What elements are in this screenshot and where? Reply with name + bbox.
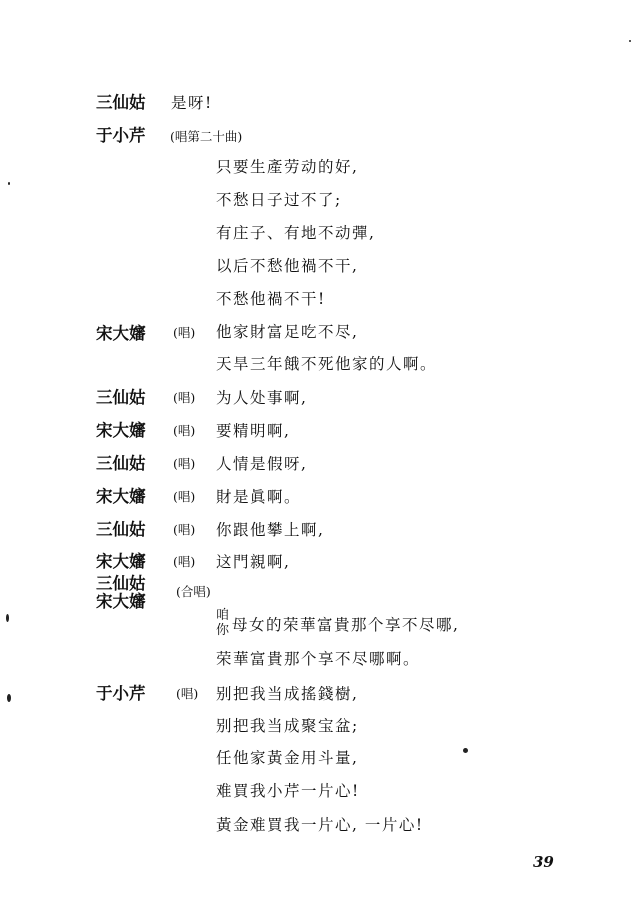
lyric-line: 他家財富足吃不尽, — [216, 323, 359, 341]
lyric-line: 以后不愁他禍不干, — [216, 257, 359, 275]
ink-speck — [7, 694, 11, 702]
speaker-song-da-shen: 宋大嬸 — [96, 592, 146, 611]
stage-direction: (唱) — [173, 325, 196, 340]
stage-direction: (唱) — [173, 554, 196, 569]
stage-direction: (唱) — [173, 390, 196, 405]
speaker-song-da-shen: 宋大嬸 — [96, 552, 146, 571]
pronoun-alt-a: 咱 — [216, 608, 230, 623]
lyric-line: 只要生產劳动的好, — [216, 158, 359, 176]
lyric-line: 財是眞啊。 — [216, 488, 302, 506]
lyric-line: 不愁他禍不干! — [216, 290, 326, 308]
lyric-line: 要精明啊, — [216, 422, 291, 440]
lyric-line: 你跟他攀上啊, — [216, 521, 325, 539]
speaker-song-da-shen: 宋大嬸 — [96, 324, 146, 343]
speaker-song-da-shen: 宋大嬸 — [96, 487, 146, 506]
stage-direction: (唱) — [173, 456, 196, 471]
ink-speck — [6, 614, 9, 622]
speaker-yu-xiao-qin: 于小芹 — [96, 684, 146, 703]
ink-speck — [629, 40, 631, 42]
lyric-line: 为人处事啊, — [216, 389, 308, 407]
speaker-yu-xiao-qin: 于小芹 — [96, 126, 146, 145]
lyric-line: 任他家黃金用斗量, — [216, 749, 359, 767]
stage-direction: (唱第二十曲) — [170, 129, 243, 144]
stage-direction: (唱) — [173, 522, 196, 537]
stage-direction: (合唱) — [176, 584, 211, 599]
stage-direction: (唱) — [176, 686, 199, 701]
lyric-line: 别把我当成搖錢樹, — [216, 685, 359, 703]
lyric-line: 荣華富貴那个享不尽哪啊。 — [216, 650, 421, 668]
lyric-line: 黃金难買我一片心, 一片心! — [216, 816, 424, 834]
speaker-san-xian-gu: 三仙姑 — [96, 454, 146, 473]
lyric-line: 天旱三年餓不死他家的人啊。 — [216, 355, 438, 373]
speaker-san-xian-gu: 三仙姑 — [96, 93, 146, 112]
lyric-line: 有庄子、有地不动彈, — [216, 224, 376, 242]
ink-speck — [8, 182, 10, 185]
speaker-san-xian-gu: 三仙姑 — [96, 520, 146, 539]
lyric-line: 母女的荣華富貴那个享不尽哪, — [232, 616, 460, 634]
dialogue-text: 是呀! — [171, 94, 213, 112]
stage-direction: (唱) — [173, 423, 196, 438]
lyric-line: 别把我当成聚宝盆; — [216, 717, 359, 735]
speaker-san-xian-gu: 三仙姑 — [96, 574, 146, 593]
lyric-line: 难買我小芹一片心! — [216, 782, 360, 800]
ink-speck — [463, 748, 468, 753]
lyric-line: 这門親啊, — [216, 553, 291, 571]
lyric-line: 人情是假呀, — [216, 455, 308, 473]
speaker-san-xian-gu: 三仙姑 — [96, 388, 146, 407]
speaker-song-da-shen: 宋大嬸 — [96, 421, 146, 440]
lyric-line: 不愁日子过不了; — [216, 191, 342, 209]
pronoun-alt-b: 你 — [216, 623, 230, 638]
stage-direction: (唱) — [173, 489, 196, 504]
page-number: 39 — [533, 853, 554, 871]
